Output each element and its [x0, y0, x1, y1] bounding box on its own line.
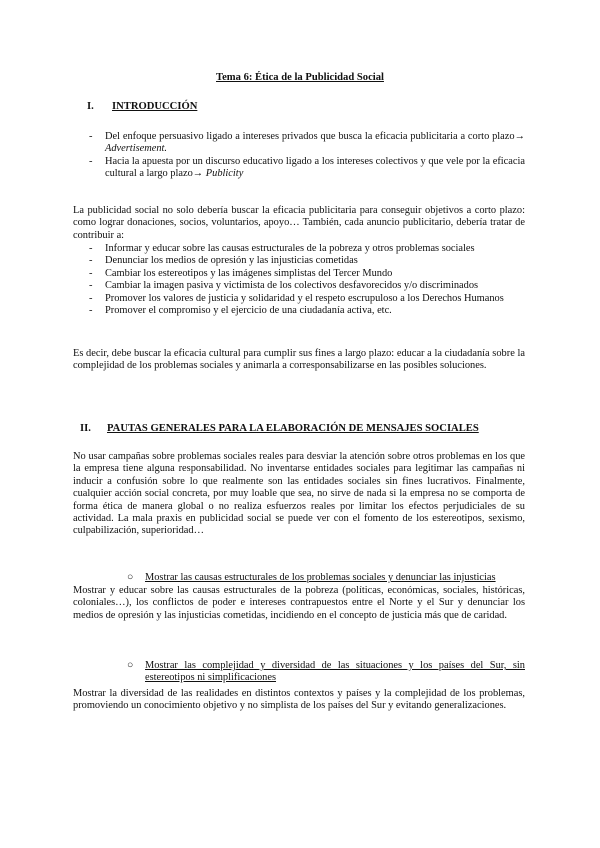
- list-item: - Cambiar la imagen pasiva y victimista de los colectivos desfavorecidos y/o discriminados: [89, 280, 525, 292]
- list-item: [89, 156, 525, 181]
- bullet-2-term: Publicity: [205, 168, 244, 180]
- list-item: [89, 131, 525, 156]
- closing-paragraph: Es decir, debe buscar la eficacia cultural para cumplir sus fines a largo plazo: educar a la ciudadanía sobre la complejidad de los problemas sociales y animarla a corresponsabilizarse en las posibles soluciones.: [73, 348, 525, 372]
- bullet-1-term: Advertisement.: [105, 143, 168, 155]
- section-1-title: INTRODUCCIÓN: [112, 101, 198, 112]
- point-1-text: Mostrar y educar sobre las causas estructurales de la pobreza (políticas, económicas, sociales, históricas, coloniales…), los conflictos de poder e intereses contrapuestos entre el Norte y el Sur y denunciar los medios de opresión y las injusticias cometidas, incidiendo en el concepto de justicia más que de caridad.: [73, 585, 525, 621]
- section-2-title: PAUTAS GENERALES PARA LA ELABORACIÓN DE MENSAJES SOCIALES: [107, 423, 479, 434]
- document-title: Tema 6: Ética de la Publicidad Social: [216, 72, 384, 83]
- contribution-list: [89, 243, 525, 317]
- point-2-title: Mostrar las complejidad y diversidad de las situaciones y los países del Sur, sin estereotipos ni simplificaciones: [145, 660, 525, 684]
- section-1-heading: [87, 101, 507, 115]
- point-2-heading: [127, 660, 525, 688]
- section-2-heading: [80, 423, 520, 437]
- list-item: - Cambiar los estereotipos y las imágenes simplistas del Tercer Mundo: [89, 268, 525, 280]
- point-1-title: Mostrar las causas estructurales de los problemas sociales y denunciar las injusticias: [145, 572, 496, 583]
- list-item: - Denunciar los medios de opresión y las injusticias cometidas: [89, 255, 525, 267]
- circle-bullet-icon: ○: [127, 572, 134, 583]
- intro-paragraph: La publicidad social no solo debería buscar la eficacia publicitaria para conseguir objetivos a corto plazo: como lograr donaciones, socios, voluntarios, apoyo… También, cada anuncio publicitario, debería tratar de contribuir a:: [73, 205, 525, 241]
- section-2-number: II.: [80, 423, 91, 434]
- section-1-number: I.: [87, 101, 94, 112]
- circle-bullet-icon: ○: [127, 660, 134, 671]
- bullet-2-text: Hacia la apuesta por un discurso educativo ligado a los intereses colectivos y que vele por la eficacia cultural a largo plazo→: [105, 155, 525, 180]
- point-2-text: Mostrar la diversidad de las realidades en distintos contextos y países y la complejidad de los problemas, promoviendo un conocimiento objetivo y no simplista de los países del Sur y evitando generalizaciones.: [73, 688, 525, 712]
- section-2-paragraph: No usar campañas sobre problemas sociales reales para desviar la atención sobre otros problemas en los que la empresa tiene alguna responsabilidad. No inventarse entidades sociales para legitimar las campañas ni inducir a confusión sobre lo que realmente son las entidades sociales sin fines lucrativos. Finalmente, cualquier acción social concreta, por muy loable que sea, no sirve de nada si la empresa no se comporta de forma ética de manera global o no realiza esfuerzos reales por limitar los efectos perjudiciales de su actividad. La mala praxis en publicidad social se puede ver con el fomento de los estereotipos, sexismo, culpabilización, superioridad…: [73, 451, 525, 537]
- list-item: - Promover el compromiso y el ejercicio de una ciudadanía activa, etc.: [89, 305, 525, 317]
- section-1-intro-bullets: [89, 131, 525, 181]
- bullet-1-text: Del enfoque persuasivo ligado a intereses privados que busca la eficacia publicitaria a corto plazo→: [105, 131, 525, 142]
- point-1-heading: [127, 572, 525, 586]
- list-item: - Informar y educar sobre las causas estructurales de la pobreza y otros problemas sociales: [89, 243, 525, 255]
- list-item: - Promover los valores de justicia y solidaridad y el respeto escrupuloso a los Derechos Humanos: [89, 293, 525, 305]
